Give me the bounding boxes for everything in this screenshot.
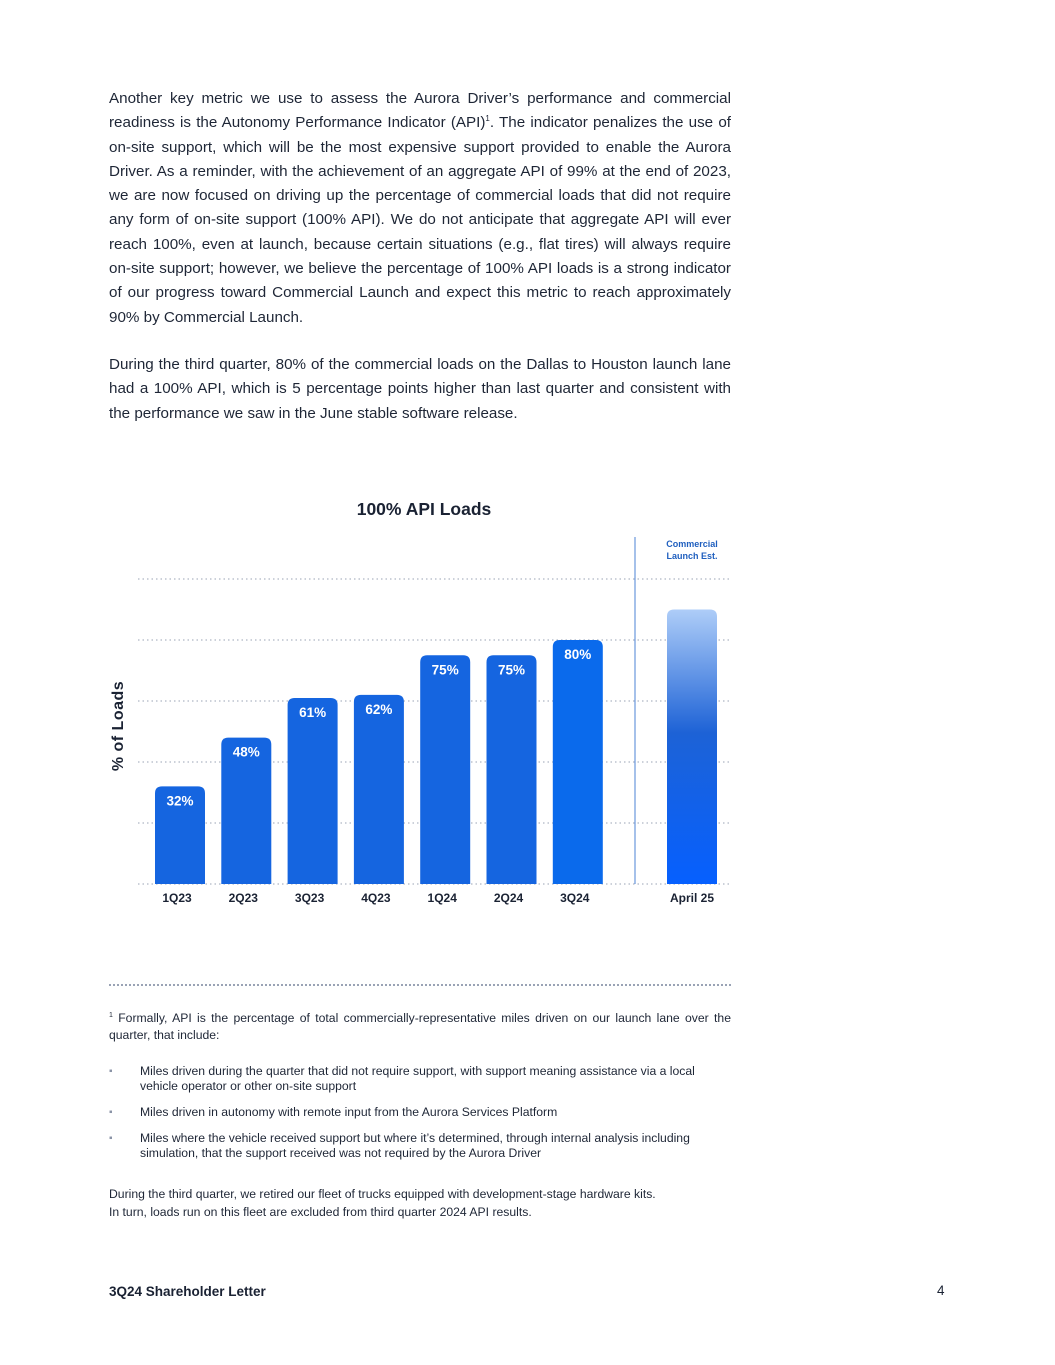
- chart-bars: [155, 610, 717, 906]
- x-tick-label: 1Q24: [427, 891, 457, 905]
- bar-value-label: 75%: [431, 662, 459, 678]
- list-item-text: Miles where the vehicle received support but where it’s determined, through internal analysis including simulation, that the support received was not required by the Aurora Driver: [140, 1131, 690, 1160]
- footnote-outro: [109, 1186, 731, 1221]
- chart-title: 100% API Loads: [356, 499, 492, 519]
- footnote-reference: 1: [485, 114, 490, 124]
- list-item-text: Miles driven during the quarter that did not require support, with support meaning assistance via a local vehicle operator or other on-site support: [140, 1064, 695, 1093]
- y-axis-label: % of Loads: [110, 680, 127, 772]
- list-item: [109, 1131, 731, 1161]
- x-tick-label: 1Q23: [162, 891, 192, 905]
- commercial-launch-label: [666, 539, 718, 561]
- bullet-icon: ▪: [109, 1107, 113, 1118]
- footnote-divider: [109, 984, 731, 986]
- bar-value-label: 75%: [497, 662, 526, 678]
- footnote-list: [109, 1064, 731, 1172]
- launch-label-line: Commercial: [666, 539, 718, 549]
- body-paragraph-third-quarter: During the third quarter, 80% of the commercial loads on the Dallas to Houston launch lane had a 100% API, which is 5 percentage points higher than last quarter and consistent with the performance we saw in the June stable software release.: [109, 356, 731, 422]
- bar-value-label: 61%: [299, 704, 327, 720]
- bar-projection: [667, 610, 717, 885]
- footnote-intro: [109, 1010, 731, 1044]
- footnote-outro-line: During the third quarter, we retired our fleet of trucks equipped with development-stage hardware kits.: [109, 1187, 656, 1201]
- launch-label-line: Launch Est.: [666, 551, 718, 561]
- bullet-icon: ▪: [109, 1066, 113, 1077]
- footer-title: 3Q24 Shareholder Letter: [109, 1284, 266, 1299]
- bar-4Q23: [354, 695, 404, 884]
- api-loads-bar-chart: [100, 490, 740, 920]
- bar-value-label: 62%: [365, 701, 393, 717]
- footnote-mark: 1: [109, 1011, 113, 1019]
- x-tick-label: 2Q23: [228, 891, 258, 905]
- bar-1Q24: [420, 655, 470, 884]
- list-item: [109, 1105, 731, 1120]
- x-tick-label: 4Q23: [361, 891, 391, 905]
- bar-3Q24: [553, 640, 603, 884]
- footnote-outro-line: In turn, loads run on this fleet are excluded from third quarter 2024 API results.: [109, 1204, 532, 1219]
- list-item: [109, 1064, 731, 1094]
- x-tick-label: 2Q24: [493, 891, 524, 905]
- x-tick-label: 3Q24: [560, 891, 590, 905]
- bar-3Q23: [288, 698, 338, 884]
- list-item-text: Miles driven in autonomy with remote input from the Aurora Services Platform: [140, 1105, 558, 1119]
- bar-value-label: 48%: [232, 744, 260, 760]
- bullet-icon: ▪: [109, 1133, 113, 1144]
- bar-value-label: 32%: [166, 793, 194, 809]
- paragraph-text: . The indicator penalizes the use of on-site support, which will be the most expensive support provided to enable the Aurora Driver. As a reminder, with the achievement of an aggregate API of 99% at the end of 2023, we are now focused on driving up the percentage of commercial loads that did not require any form of on-site support (100% API). We do not anticipate that aggregate API will ever reach 100%, even at launch, because certain situations (e.g., flat tires) will always require on-site support; however, we believe the percentage of 100% API loads is a strong indicator of our progress toward Commercial Launch and expect this metric to reach approximately 90% by Commercial Launch.: [109, 114, 731, 326]
- x-tick-label: 3Q23: [294, 891, 325, 905]
- paragraph-text: Another key metric we use to assess the Aurora Driver’s performance and commercial readiness is the Autonomy Performance Indicator (API): [109, 90, 731, 132]
- x-tick-label: April 25: [669, 891, 715, 905]
- bar-2Q24: [487, 655, 537, 884]
- body-paragraph-api-intro: [109, 87, 731, 330]
- page-number: 4: [937, 1283, 945, 1298]
- bar-value-label: 80%: [564, 647, 592, 662]
- footnote-intro-text: Formally, API is the percentage of total commercially-representative miles driven on our launch lane over the quarter, that include:: [109, 1011, 731, 1042]
